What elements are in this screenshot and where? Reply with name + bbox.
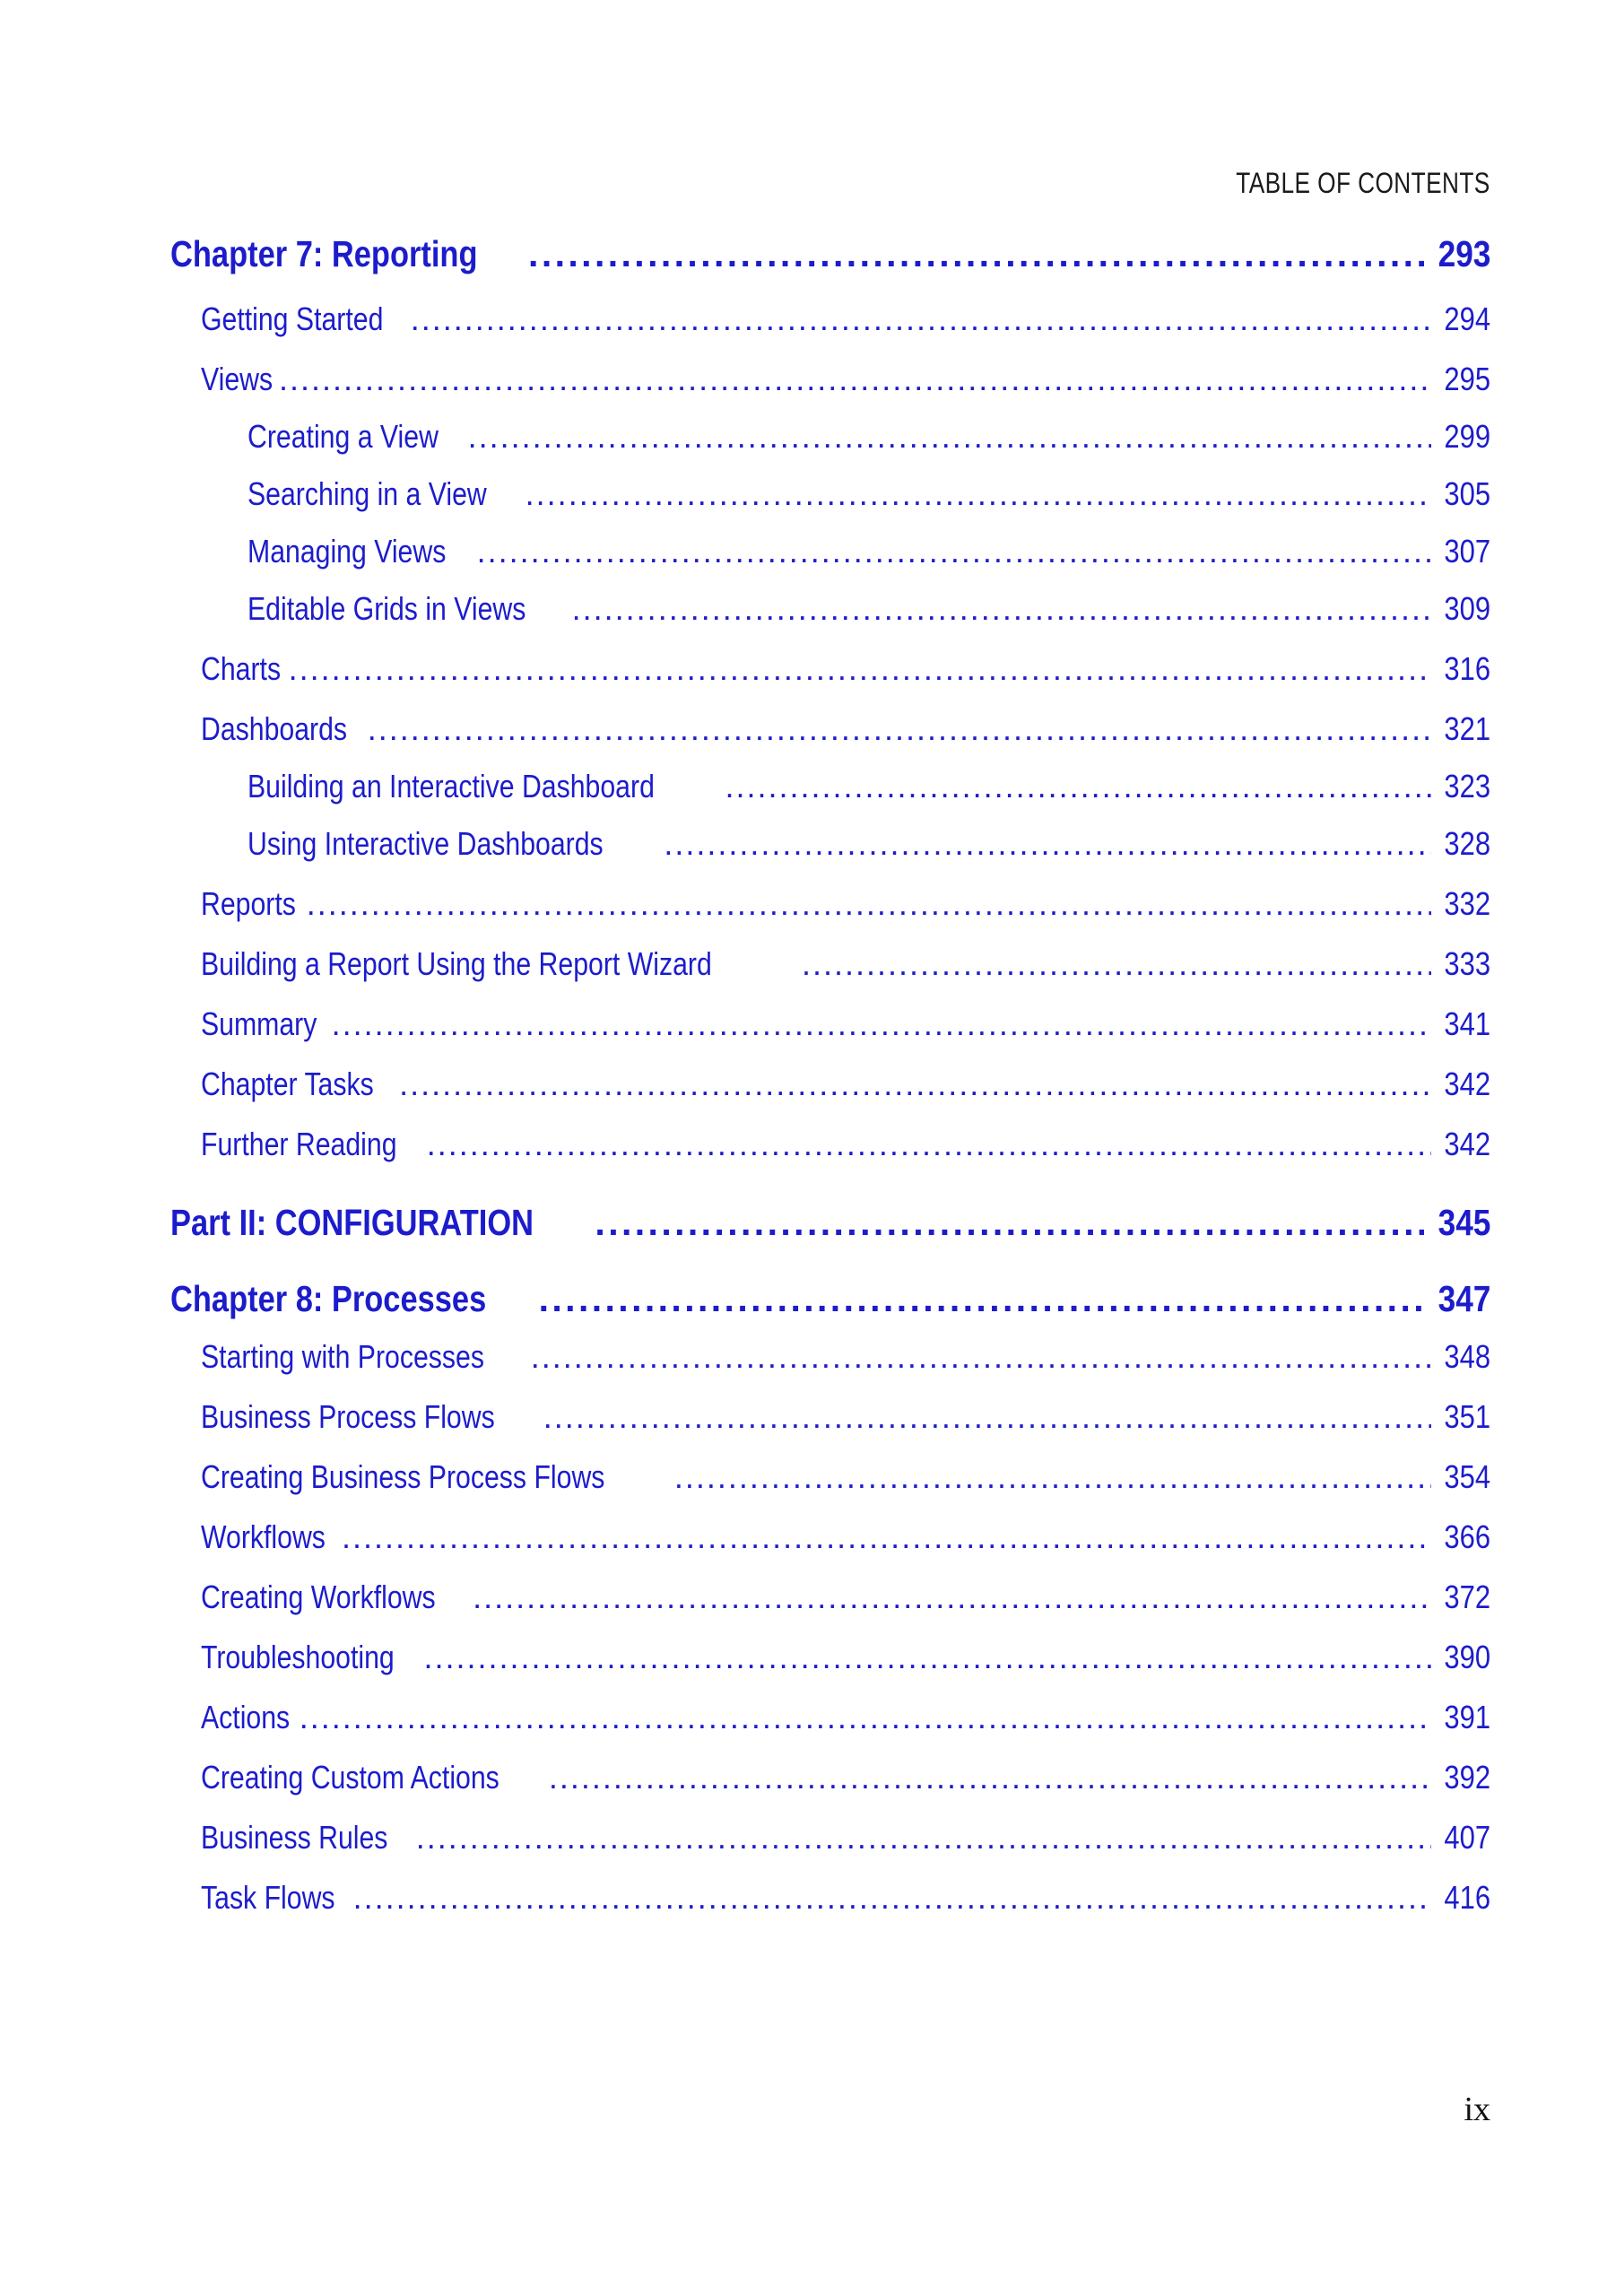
toc-entry-title: Further Reading (201, 1126, 397, 1162)
dot-leader (595, 1202, 1423, 1244)
dot-leader (332, 1005, 1431, 1043)
dot-leader (531, 1338, 1431, 1376)
toc-entry[interactable] (170, 710, 1490, 748)
toc-entry-title: Creating a View (248, 418, 439, 455)
toc-entry[interactable] (170, 885, 1490, 923)
toc-entry-page: 372 (1444, 1578, 1490, 1615)
toc-entry-page: 351 (1444, 1398, 1490, 1435)
toc-heading-entry[interactable] (170, 1202, 1490, 1244)
toc-entry-page: 309 (1444, 590, 1490, 627)
toc-entry[interactable] (170, 1065, 1490, 1103)
toc-entry-page: 341 (1444, 1005, 1490, 1042)
dot-leader (368, 710, 1431, 748)
toc-entry-page: 323 (1444, 768, 1490, 804)
toc-entry-title: Chapter 7: Reporting (170, 233, 478, 274)
running-head: TABLE OF CONTENTS (1236, 167, 1490, 199)
toc-entry-title: Charts (201, 650, 282, 687)
toc-entry-title: Workflows (201, 1518, 326, 1555)
dot-leader (528, 233, 1424, 275)
toc-entry[interactable] (170, 1005, 1490, 1043)
toc-entry-page: 348 (1444, 1338, 1490, 1375)
toc-entry-title: Views (201, 361, 274, 397)
toc-entry-page: 316 (1444, 650, 1490, 687)
toc-entry-title: Getting Started (201, 300, 384, 337)
toc-entry-title: Chapter Tasks (201, 1065, 374, 1102)
toc-entry-title: Business Process Flows (201, 1398, 495, 1435)
toc-entry-title: Building a Report Using the Report Wizard (201, 945, 712, 982)
toc-entry-page: 342 (1444, 1126, 1490, 1162)
toc-entry-title: Creating Business Process Flows (201, 1458, 605, 1495)
toc-entry[interactable] (170, 1338, 1490, 1376)
toc-entry[interactable] (170, 1458, 1490, 1496)
toc-entry[interactable] (170, 418, 1490, 456)
dot-leader (539, 1278, 1424, 1320)
toc-heading-entry[interactable] (170, 1278, 1490, 1320)
toc-entry-title: Troubleshooting (201, 1639, 395, 1675)
toc-entry[interactable] (170, 1126, 1490, 1163)
dot-leader (353, 1879, 1431, 1917)
dot-leader (468, 418, 1431, 456)
toc-entry-title: Creating Custom Actions (201, 1759, 499, 1796)
toc-entry-page: 407 (1444, 1819, 1490, 1856)
toc-entry-page: 366 (1444, 1518, 1490, 1555)
dot-leader (549, 1759, 1431, 1796)
page-number: ix (1464, 2091, 1490, 2128)
toc-entry-title: Editable Grids in Views (248, 590, 526, 627)
toc-entry[interactable] (170, 768, 1490, 805)
toc-entry-page: 299 (1444, 418, 1490, 455)
toc-entry-title: Managing Views (248, 533, 447, 570)
toc-entry-title: Dashboards (201, 710, 348, 747)
dot-leader (427, 1126, 1431, 1163)
toc-entry-title: Part II: CONFIGURATION (170, 1202, 534, 1243)
toc-entry-title: Actions (201, 1699, 291, 1735)
toc-entry-page: 354 (1444, 1458, 1490, 1495)
toc-entry-page: 307 (1444, 533, 1490, 570)
dot-leader (543, 1398, 1431, 1436)
dot-leader (477, 533, 1431, 570)
toc-entry[interactable] (170, 1759, 1490, 1796)
dot-leader (572, 590, 1431, 628)
toc-heading-entry[interactable] (170, 233, 1490, 275)
toc-entry-page: 321 (1444, 710, 1490, 747)
toc-entry-page: 390 (1444, 1639, 1490, 1675)
dot-leader (423, 1639, 1430, 1676)
toc-entry-title: Using Interactive Dashboards (248, 825, 604, 862)
toc-entry-title: Reports (201, 885, 296, 922)
toc-entry[interactable] (170, 1819, 1490, 1857)
toc-entry-page: 295 (1444, 361, 1490, 397)
dot-leader (289, 650, 1431, 688)
dot-leader (307, 885, 1431, 923)
toc-entry-page: 345 (1438, 1202, 1490, 1243)
dot-leader (399, 1065, 1431, 1103)
toc-entry[interactable] (170, 825, 1490, 863)
toc-entry-title: Chapter 8: Processes (170, 1278, 487, 1319)
toc-entry[interactable] (170, 590, 1490, 628)
toc-entry-title: Summary (201, 1005, 317, 1042)
toc-entry-page: 293 (1438, 233, 1490, 274)
toc-entry[interactable] (170, 361, 1490, 398)
toc-entry[interactable] (170, 1518, 1490, 1556)
dot-leader (279, 361, 1431, 398)
toc-entry-title: Building an Interactive Dashboard (248, 768, 655, 804)
toc-entry-page: 416 (1444, 1879, 1490, 1916)
dot-leader (725, 768, 1430, 805)
toc-entry-title: Searching in a View (248, 475, 487, 512)
toc-entry-page: 294 (1444, 300, 1490, 337)
dot-leader (411, 300, 1431, 338)
toc-entry-title: Business Rules (201, 1819, 388, 1856)
dot-leader (342, 1518, 1431, 1556)
toc-entry-title: Starting with Processes (201, 1338, 484, 1375)
dot-leader (526, 475, 1431, 513)
toc-entry-page: 392 (1444, 1759, 1490, 1796)
toc-entry-title: Task Flows (201, 1879, 335, 1916)
toc-entry[interactable] (170, 475, 1490, 513)
toc-entry[interactable] (170, 1699, 1490, 1736)
toc-entry[interactable] (170, 300, 1490, 338)
toc-entry-page: 391 (1444, 1699, 1490, 1735)
dot-leader (473, 1578, 1431, 1616)
toc-entry[interactable] (170, 533, 1490, 570)
dot-leader (674, 1458, 1431, 1496)
dot-leader (664, 825, 1431, 863)
toc-entry-page: 347 (1438, 1278, 1490, 1319)
dot-leader (802, 945, 1431, 983)
toc-entry-page: 342 (1444, 1065, 1490, 1102)
dot-leader (300, 1699, 1431, 1736)
toc-entry-page: 328 (1444, 825, 1490, 862)
toc-entry[interactable] (170, 1879, 1490, 1917)
toc-entry-title: Creating Workflows (201, 1578, 436, 1615)
toc-entry[interactable] (170, 945, 1490, 983)
toc-entry[interactable] (170, 650, 1490, 688)
dot-leader (416, 1819, 1431, 1857)
toc-entry-page: 305 (1444, 475, 1490, 512)
toc-entry[interactable] (170, 1398, 1490, 1436)
toc-entry-page: 332 (1444, 885, 1490, 922)
toc-entry[interactable] (170, 1578, 1490, 1616)
toc-entry[interactable] (170, 1639, 1490, 1676)
toc-entry-page: 333 (1444, 945, 1490, 982)
